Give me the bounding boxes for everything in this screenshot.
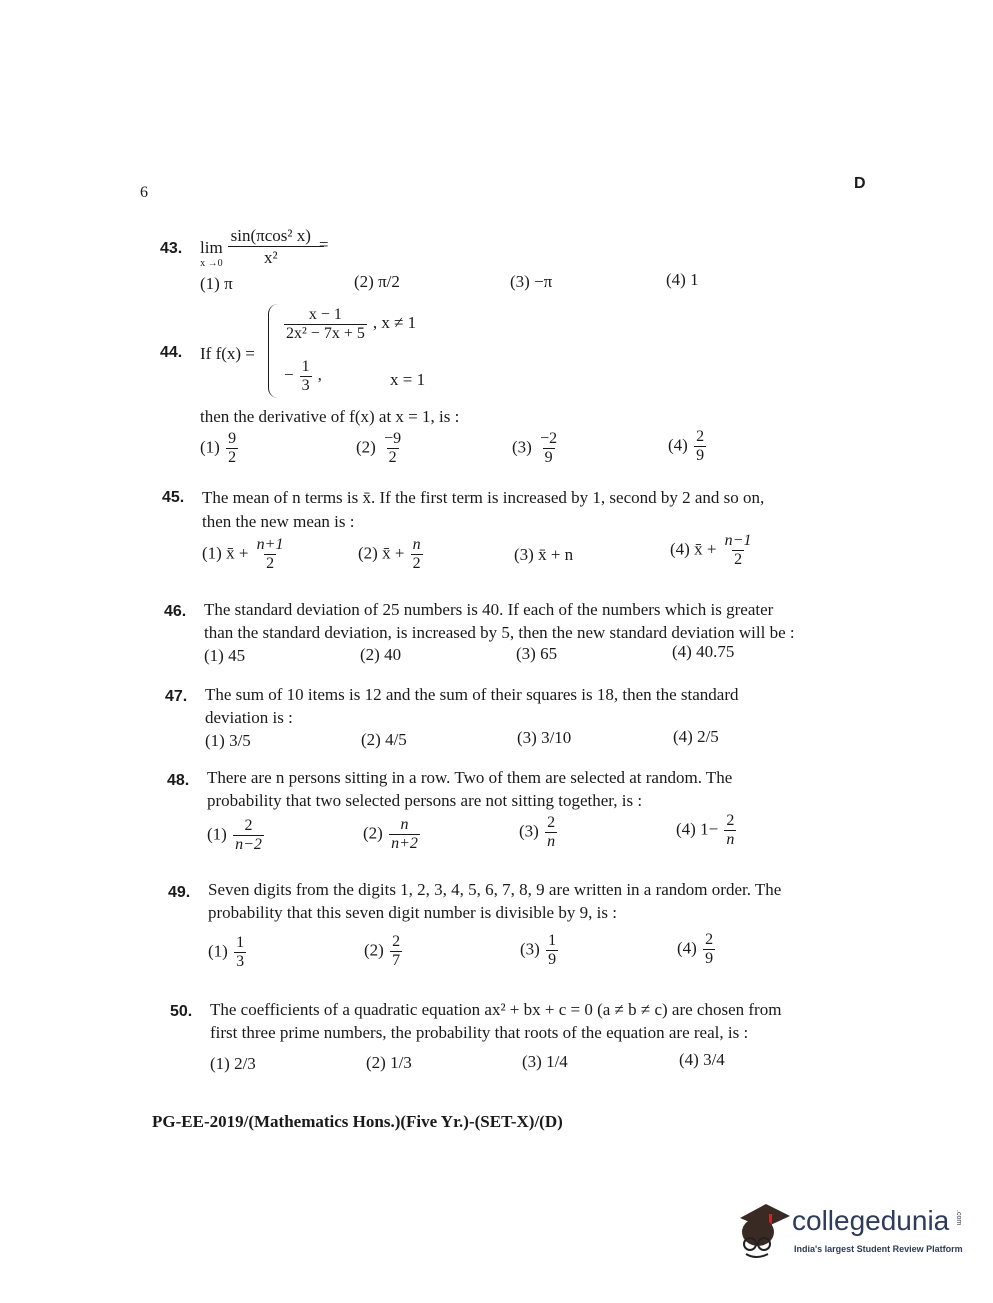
logo-domain-suffix: .com — [955, 1210, 962, 1226]
q47-line-1: The sum of 10 items is 12 and the sum of their squares is 18, then the standard — [205, 685, 739, 704]
q44-case2-num: 1 — [301, 358, 310, 375]
q44-case1-num: x − 1 — [308, 306, 342, 323]
q44-o4-label: (4) — [668, 435, 688, 455]
q49-o1-label: (1) — [208, 941, 228, 961]
q44-option-4 — [668, 428, 708, 465]
q47-option-1: (1) 3/5 — [205, 731, 251, 750]
question-number-47: 47. — [165, 688, 188, 705]
q44-option-3 — [512, 430, 561, 467]
q45-o4-label: (4) x̄ + — [670, 539, 717, 559]
q48-option-1 — [207, 817, 266, 854]
q49-o2-num: 2 — [392, 933, 401, 950]
q49-o1-num: 1 — [236, 934, 245, 951]
q49-o3-den: 9 — [548, 951, 557, 968]
q44-o1-num: 9 — [228, 430, 237, 447]
q48-o3-den: n — [547, 833, 556, 850]
q45-o2-den: 2 — [412, 555, 421, 572]
question-number-45: 45. — [162, 489, 185, 506]
q43-option-4: (4) 1 — [666, 270, 699, 289]
q45-option-1 — [202, 536, 287, 573]
q48-o1-den: n−2 — [235, 836, 262, 853]
q44-case1-cond: , x ≠ 1 — [372, 313, 417, 333]
q44-case1-den: 2x² − 7x + 5 — [286, 325, 365, 342]
q45-option-2 — [358, 536, 425, 573]
collegedunia-logo-text: collegedunia — [792, 1205, 950, 1236]
q49-o4-label: (4) — [677, 938, 697, 958]
q44-case-2 — [284, 358, 322, 395]
q45-line-2: then the new mean is : — [202, 512, 355, 531]
q43-lim-subscript: x →0 — [200, 258, 223, 269]
q48-o3-label: (3) — [519, 821, 539, 841]
q48-o4-label: (4) 1− — [676, 819, 719, 839]
q43-option-2: (2) π/2 — [354, 272, 400, 291]
collegedunia-tagline: India's largest Student Review Platform — [794, 1244, 963, 1254]
q45-o2-num: n — [412, 536, 421, 553]
q44-o2-num: −9 — [384, 430, 402, 447]
paper-code-footer: PG-EE-2019/(Mathematics Hons.)(Five Yr.)-(SET-X)/(D) — [152, 1112, 563, 1131]
q46-option-1: (1) 45 — [204, 646, 246, 665]
q47-line-2: deviation is : — [205, 708, 293, 727]
q48-o4-den: n — [726, 831, 735, 848]
q49-option-1 — [208, 934, 248, 971]
set-code: D — [854, 175, 866, 192]
q43-equals: = — [318, 235, 329, 255]
q45-o2-label: (2) x̄ + — [358, 543, 405, 563]
q49-o3-num: 1 — [548, 932, 557, 949]
q49-option-2 — [364, 933, 404, 970]
question-number-46: 46. — [164, 603, 187, 620]
q45-line-1: The mean of n terms is x̄. If the first term is increased by 1, second by 2 and so on, — [202, 488, 765, 507]
q44-o2-den: 2 — [388, 449, 397, 466]
q49-o4-den: 9 — [705, 950, 714, 967]
q43-option-1: (1) π — [200, 274, 233, 293]
q47-option-2: (2) 4/5 — [361, 730, 407, 749]
q48-o2-num: n — [400, 816, 409, 833]
q47-option-4: (4) 2/5 — [673, 727, 719, 746]
q44-o1-den: 2 — [228, 449, 237, 466]
q50-option-1: (1) 2/3 — [210, 1054, 256, 1073]
q44-case2-sign: − — [284, 365, 294, 385]
q44-case2-comma: , — [317, 365, 322, 385]
q43-lim: lim — [200, 238, 223, 257]
q45-o4-num: n−1 — [724, 532, 752, 549]
q45-o1-den: 2 — [266, 555, 275, 572]
q47-option-3: (3) 3/10 — [517, 728, 572, 747]
question-number-49: 49. — [168, 884, 191, 901]
q49-line-1: Seven digits from the digits 1, 2, 3, 4, 5, 6, 7, 8, 9 are written in a random order. The — [208, 880, 782, 899]
q48-o1-label: (1) — [207, 824, 227, 844]
q46-option-2: (2) 40 — [360, 645, 402, 664]
q45-option-4 — [670, 532, 755, 569]
q45-o1-num: n+1 — [256, 536, 284, 553]
q48-line-2: probability that two selected persons are not sitting together, is : — [207, 791, 643, 810]
q48-o1-num: 2 — [244, 817, 253, 834]
collegedunia-logo-mascot-icon — [736, 1196, 792, 1268]
q49-o4-num: 2 — [705, 931, 714, 948]
q44-o2-label: (2) — [356, 437, 376, 457]
q49-option-3 — [520, 932, 560, 969]
q48-o3-num: 2 — [547, 814, 556, 831]
q49-o2-label: (2) — [364, 940, 384, 960]
q44-o3-den: 9 — [544, 449, 553, 466]
q44-o4-num: 2 — [696, 428, 705, 445]
q45-o1-label: (1) x̄ + — [202, 543, 249, 563]
q44-o4-den: 9 — [696, 447, 705, 464]
q45-o4-den: 2 — [734, 551, 743, 568]
question-number-43: 43. — [160, 240, 183, 257]
q45-option-3: (3) x̄ + n — [514, 545, 574, 564]
q44-case2-cond: x = 1 — [390, 370, 426, 389]
q50-line-1: The coefficients of a quadratic equation ax² + bx + c = 0 (a ≠ b ≠ c) are chosen from — [210, 1000, 782, 1019]
q49-o1-den: 3 — [236, 953, 245, 970]
q46-option-3: (3) 65 — [516, 644, 558, 663]
q49-line-2: probability that this seven digit number is divisible by 9, is : — [208, 903, 617, 922]
q48-o4-num: 2 — [726, 812, 735, 829]
q43-option-3: (3) −π — [510, 272, 553, 291]
q44-o3-num: −2 — [540, 430, 558, 447]
q48-option-4 — [676, 812, 738, 849]
q44-o3-label: (3) — [512, 437, 532, 457]
q46-line-2: than the standard deviation, is increased by 5, then the new standard deviation will be : — [204, 623, 795, 642]
q46-line-1: The standard deviation of 25 numbers is 40. If each of the numbers which is greater — [204, 600, 774, 619]
q44-o1-label: (1) — [200, 437, 220, 457]
q50-option-4: (4) 3/4 — [679, 1050, 725, 1069]
q48-option-2 — [363, 816, 422, 853]
q44-lead: If f(x) = — [200, 344, 255, 363]
q44-case-1 — [282, 306, 416, 343]
q44-brace — [268, 304, 281, 398]
q44-option-1 — [200, 430, 240, 467]
question-number-48: 48. — [167, 772, 190, 789]
question-number-44: 44. — [160, 344, 183, 361]
q48-line-1: There are n persons sitting in a row. Two of them are selected at random. The — [207, 768, 733, 787]
page-number: 6 — [140, 184, 148, 201]
q50-option-2: (2) 1/3 — [366, 1053, 412, 1072]
q50-option-3: (3) 1/4 — [522, 1052, 568, 1071]
q48-option-3 — [519, 814, 559, 851]
q44-case2-den: 3 — [301, 377, 310, 394]
question-number-50: 50. — [170, 1003, 193, 1020]
q43-fraction-bar — [228, 246, 324, 247]
q43-denominator: x² — [264, 247, 278, 267]
q48-o2-den: n+2 — [391, 835, 418, 852]
q49-o3-label: (3) — [520, 939, 540, 959]
q44-text: then the derivative of f(x) at x = 1, is : — [200, 407, 460, 426]
q50-line-2: first three prime numbers, the probability that roots of the equation are real, is : — [210, 1023, 749, 1042]
q48-o2-label: (2) — [363, 823, 383, 843]
q49-option-4 — [677, 931, 717, 968]
q46-option-4: (4) 40.75 — [672, 642, 735, 661]
q49-o2-den: 7 — [392, 952, 401, 969]
q43-numerator: sin(πcos² x) — [230, 225, 311, 245]
q44-option-2 — [356, 430, 405, 467]
